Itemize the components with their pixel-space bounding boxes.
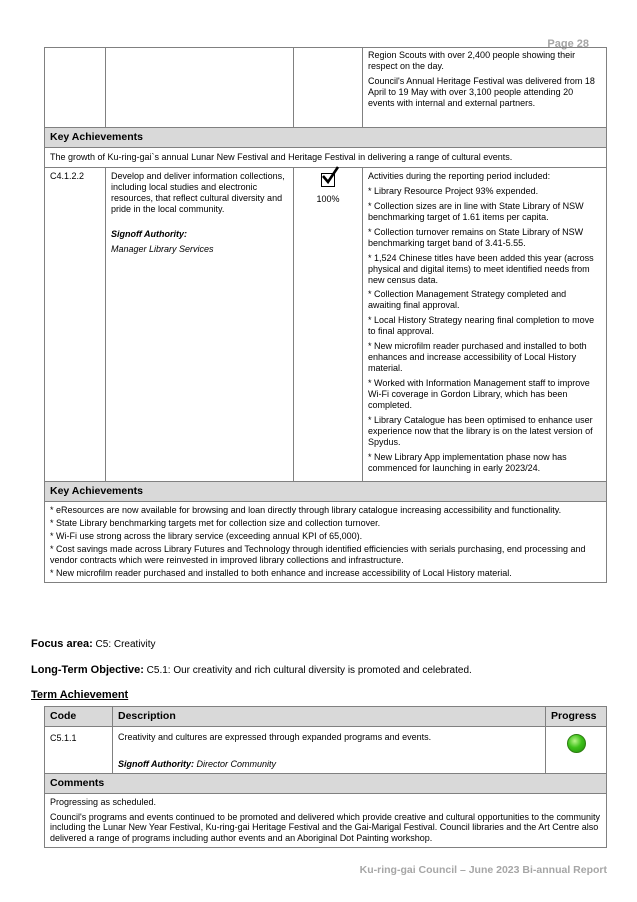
activity-item: * Collection turnover remains on State Library of NSW benchmarking target band of 3.41-5.55. (368, 226, 584, 248)
activity-item: Activities during the reporting period included: (368, 170, 551, 181)
long-term-objective (31, 664, 472, 677)
footer-report-title: Ku-ring-gai Council – June 2023 Bi-annual Report (359, 864, 607, 876)
objective-value: C5.1: Our creativity and rich cultural diversity is promoted and celebrated. (146, 665, 472, 676)
row-description-cell (113, 726, 546, 773)
key-achievements-heading: Key Achievements (45, 482, 607, 502)
focus-area-label: Focus area: (31, 638, 93, 650)
table-row (45, 167, 607, 481)
list-item: * Cost savings made across Library Futures and Technology through identified efficiencies with serials purchasing, end processing and vendor contracts which were reinvested in improved library collections and infrastructure. (50, 543, 586, 565)
progress-cell (546, 726, 607, 773)
comments-cell (45, 793, 607, 848)
signoff-value: Manager Library Services (111, 243, 214, 254)
activity-item: * New microfilm reader purchased and installed to both enhances and increase accessibility of Local History material. (368, 341, 587, 374)
header-progress: Progress (546, 707, 607, 727)
signoff-value: Director Community (196, 758, 277, 769)
completion-percent: 100% (316, 193, 340, 204)
achievements-table (44, 47, 607, 583)
activity-item: * Collection sizes are in line with State Library of NSW benchmarking target of 1.61 items per capita. (368, 200, 584, 222)
term-achievement-table (44, 706, 607, 848)
signoff-label: Signoff Authority: (111, 228, 187, 239)
objective-label: Long-Term Objective: (31, 664, 144, 676)
activity-paragraph: Region Scouts with over 2,400 people showing their respect on the day. (368, 50, 576, 71)
list-item: * eResources are now available for browsing and loan directly through library catalogue increasing accessibility and functionality. (50, 504, 562, 515)
comments-heading: Comments (45, 773, 607, 793)
activity-item: * Library Resource Project 93% expended. (368, 185, 539, 196)
signoff-label: Signoff Authority: (118, 758, 194, 769)
comment-paragraph: Progressing as scheduled. (50, 796, 157, 807)
table-row (45, 726, 607, 773)
comment-paragraph: Council's programs and events continued to be promoted and delivered which provide creative and cultural opportunities to the community including the Lunar New Year Festival, Ku-ring-gai Heritage Festival and the Gai-Marigal Festival. Council libraries and the Art Centre also delivered a range of programs including author events and an Aboriginal Dot Painting workshop. (50, 811, 601, 844)
activity-item: * Worked with Information Management staff to improve Wi-Fi coverage in Gordon Library, which has been completed. (368, 378, 590, 411)
header-description: Description (113, 707, 546, 727)
row-description: Creativity and cultures are expressed through expanded programs and events. (118, 731, 432, 742)
row-description-cell (106, 167, 294, 481)
row-description: Develop and deliver information collections, including local studies and electronic resources, that reflect cultural diversity and pride in the local community. (111, 170, 285, 214)
activity-paragraph: Council's Annual Heritage Festival was delivered from 18 April to 19 May with over 3,100 people attending 20 events with internal and external partners. (368, 75, 595, 108)
list-item: * Wi-Fi use strong across the library service (exceeding annual KPI of 65,000). (50, 530, 363, 541)
activities-cell (363, 167, 607, 481)
checkbox-checked-icon (321, 173, 335, 187)
completion-cell (294, 167, 363, 481)
table-header-row (45, 707, 607, 727)
activity-item: * Local History Strategy nearing final completion to move to final approval. (368, 315, 595, 337)
focus-area (31, 638, 156, 651)
key-achievements-text: The growth of Ku-ring-gai`s annual Lunar New Festival and Heritage Festival in delivering a range of cultural events. (45, 147, 607, 167)
key-achievements-list (45, 501, 607, 582)
key-achievements-heading: Key Achievements (45, 128, 607, 148)
activity-item: * Collection Management Strategy completed and awaiting final approval. (368, 289, 567, 311)
row-code: C5.1.1 (45, 726, 113, 773)
activity-item: * 1,524 Chinese titles have been added this year (across physical and digital items) to meet identified needs from new census data. (368, 252, 594, 285)
list-item: * State Library benchmarking targets met for collection size and collection turnover. (50, 517, 381, 528)
row-code: C4.1.2.2 (45, 167, 106, 481)
activity-item: * Library Catalogue has been optimised to enhance user experience now that the library is on the latest version of Spydus. (368, 415, 593, 448)
activity-item: * New Library App implementation phase now has commenced for launching in early 2023/24. (368, 452, 567, 474)
header-code: Code (45, 707, 113, 727)
continued-activities (363, 48, 607, 128)
page-number: Page 28 (547, 38, 589, 50)
focus-area-value: C5: Creativity (95, 639, 156, 650)
list-item: * New microfilm reader purchased and installed to both enhance and increase accessibility of Local History material. (50, 567, 512, 578)
term-achievement-heading: Term Achievement (31, 689, 129, 701)
continued-row (45, 48, 607, 128)
progress-status-icon (567, 734, 586, 753)
